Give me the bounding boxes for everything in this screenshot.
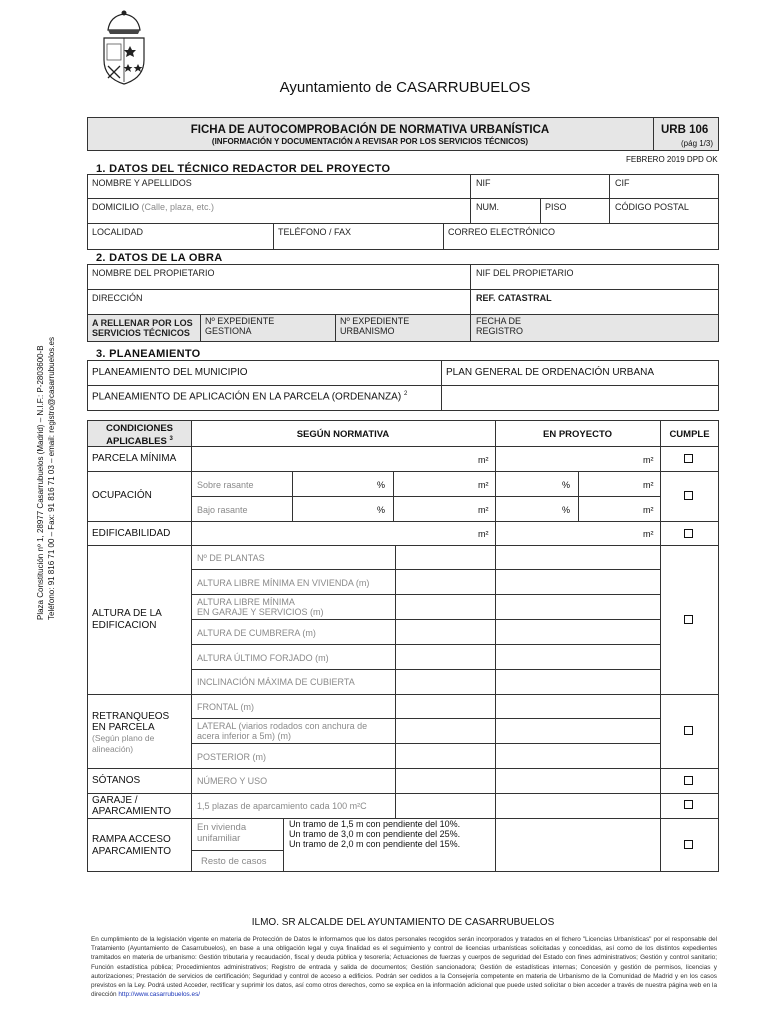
exp-gestiona-line2: GESTIONA xyxy=(205,326,252,336)
th-condiciones-aplicables: APLICABLES xyxy=(106,436,167,448)
checkbox-parcela-minima[interactable] xyxy=(684,454,693,463)
th-condiciones xyxy=(88,423,191,447)
row-parcela-minima: PARCELA MÍNIMA xyxy=(92,453,177,464)
footnote-2: 2 xyxy=(403,391,408,397)
unit-m2: m² xyxy=(643,480,654,490)
field-exp-gestiona[interactable] xyxy=(205,316,274,336)
field-nif-propietario[interactable]: NIF DEL PROPIETARIO xyxy=(476,268,574,278)
row-retranqueos xyxy=(92,711,169,755)
row-altura-line1: ALTURA DE LA xyxy=(92,608,162,619)
field-correo[interactable]: CORREO ELECTRÓNICO xyxy=(448,227,556,237)
field-ref-catastral[interactable]: REF. CATASTRAL xyxy=(476,293,552,303)
ocupacion-sobre-rasante: Sobre rasante xyxy=(197,480,254,490)
services-only-label: A RELLENAR POR LOS SERVICIOS TÉCNICOS xyxy=(92,318,193,338)
row-rampa-line2: APARCAMIENTO xyxy=(92,846,172,857)
altura-forjado: ALTURA ÚLTIMO FORJADO (m) xyxy=(197,653,329,663)
unit-m2: m² xyxy=(643,505,654,515)
unit-percent: % xyxy=(562,505,571,515)
checkbox-garaje[interactable] xyxy=(684,800,693,809)
form-subtitle: (INFORMACIÓN Y DOCUMENTACIÓN A REVISAR POR LOS SERVICIOS TÉCNICOS) xyxy=(211,137,529,146)
field-ordenanza[interactable] xyxy=(443,387,717,409)
form-code: URB 106 xyxy=(661,124,709,136)
checkbox-edificabilidad[interactable] xyxy=(684,529,693,538)
field-domicilio-hint: (Calle, plaza, etc.) xyxy=(141,202,215,212)
fecha-registro-line1: FECHA DE xyxy=(476,316,522,326)
section3-title: 3. PLANEAMIENTO xyxy=(96,348,201,360)
footnote-3: 3 xyxy=(169,436,173,442)
row-edificabilidad: EDIFICABILIDAD xyxy=(92,528,171,539)
inclinacion-cubierta: INCLINACIÓN MÁXIMA DE CUBIERTA xyxy=(197,677,355,687)
row-altura xyxy=(92,608,162,632)
unit-percent: % xyxy=(562,480,571,490)
pgou-label: PLAN GENERAL DE ORDENACIÓN URBANA xyxy=(446,367,655,378)
retranqueo-lateral xyxy=(197,721,367,741)
altura-garaje-line1: ALTURA LIBRE MÍNIMA xyxy=(197,597,295,607)
addressee: ILMO. SR ALCALDE DEL AYUNTAMIENTO DE CASARRUBUELOS xyxy=(251,917,555,928)
retranqueo-posterior: POSTERIOR (m) xyxy=(197,752,266,762)
row-garaje xyxy=(92,795,171,817)
retranqueo-frontal: FRONTAL (m) xyxy=(197,702,254,712)
side-address-line: Plaza Constitución nº 1, 28977 Casarrubuelos (Madrid) – N.I.F.: P-2803600-B xyxy=(36,345,45,620)
row-rampa xyxy=(92,834,171,858)
unit-m2: m² xyxy=(643,455,654,465)
checkbox-ocupacion[interactable] xyxy=(684,491,693,500)
unit-percent: % xyxy=(377,480,386,490)
fecha-registro-line2: REGISTRO xyxy=(476,326,524,336)
form-title: FICHA DE AUTOCOMPROBACIÓN DE NORMATIVA URBANÍSTICA xyxy=(190,124,550,136)
planeamiento-municipio-label: PLANEAMIENTO DEL MUNICIPIO xyxy=(92,367,248,378)
altura-garaje xyxy=(197,597,324,617)
row-rampa-line1: RAMPA ACCESO xyxy=(92,834,171,845)
rampa-en-vivienda-line1: En vivienda xyxy=(197,822,247,833)
legal-notice xyxy=(91,935,717,999)
field-direccion[interactable]: DIRECCIÓN xyxy=(92,293,143,303)
rampa-tramos xyxy=(289,819,460,849)
field-propietario[interactable]: NOMBRE DEL PROPIETARIO xyxy=(92,268,215,278)
th-en-proyecto: EN PROYECTO xyxy=(543,429,612,440)
row-retranqueos-line3: (Según plano de xyxy=(92,733,155,743)
row-ocupacion: OCUPACIÓN xyxy=(92,490,152,501)
altura-plantas: Nº DE PLANTAS xyxy=(197,553,265,563)
row-retranqueos-line2: EN PARCELA xyxy=(92,722,155,733)
rampa-tramo-2: Un tramo de 3,0 m con pendiente del 25%. xyxy=(289,829,461,839)
checkbox-rampa[interactable] xyxy=(684,840,693,849)
ocupacion-bajo-rasante: Bajo rasante xyxy=(197,505,248,515)
retranqueo-lateral-line1: LATERAL (viarios rodados con anchura de xyxy=(197,721,368,731)
side-contact-line: Teléfono: 91 816 71 00 – Fax: 91 816 71 03 – email: registro@casarrubuelos.es xyxy=(47,337,56,620)
unit-m2: m² xyxy=(478,455,489,465)
row-garaje-line2: APARCAMIENTO xyxy=(92,806,172,817)
row-retranqueos-line1: RETRANQUEOS xyxy=(92,711,170,722)
rampa-tramo-1: Un tramo de 1,5 m con pendiente del 10%. xyxy=(289,819,461,829)
th-segun-normativa: SEGÚN NORMATIVA xyxy=(296,429,390,440)
municipality-title: Ayuntamiento de CASARRUBUELOS xyxy=(279,79,531,96)
field-cif[interactable]: CIF xyxy=(615,178,630,188)
form-date-ref: FEBRERO 2019 DPD OK xyxy=(626,155,718,164)
retranqueo-lateral-line2: acera inferior a 5m) (m) xyxy=(197,731,292,741)
row-retranqueos-line4: alineación) xyxy=(92,744,134,754)
field-exp-urbanismo[interactable] xyxy=(340,316,409,336)
conditions-table xyxy=(87,420,719,872)
coat-of-arms-logo xyxy=(94,8,154,88)
form-page: (pág 1/3) xyxy=(681,139,714,148)
unit-m2: m² xyxy=(478,529,489,539)
altura-garaje-line2: EN GARAJE Y SERVICIOS (m) xyxy=(197,607,324,617)
unit-m2: m² xyxy=(478,505,489,515)
unit-percent: % xyxy=(377,505,386,515)
th-cumple: CUMPLE xyxy=(669,429,710,440)
field-localidad[interactable]: LOCALIDAD xyxy=(92,227,144,237)
field-num[interactable]: NUM. xyxy=(476,202,499,212)
planeamiento-aplicacion-label xyxy=(92,391,407,402)
exp-urbanismo-line2: URBANISMO xyxy=(340,326,395,336)
unit-m2: m² xyxy=(478,480,489,490)
row-garaje-line1: GARAJE / xyxy=(92,795,138,806)
field-nombre[interactable]: NOMBRE Y APELLIDOS xyxy=(92,178,192,188)
rampa-tramo-3: Un tramo de 2,0 m con pendiente del 15%. xyxy=(289,839,461,849)
row-altura-line2: EDIFICACION xyxy=(92,620,157,631)
checkbox-sotanos[interactable] xyxy=(684,776,693,785)
checkbox-retranqueos[interactable] xyxy=(684,726,693,735)
rampa-en-vivienda-line2: unifamiliar xyxy=(197,833,241,844)
field-piso[interactable]: PISO xyxy=(545,202,567,212)
garaje-plazas: 1,5 plazas de aparcamiento cada 100 m²C xyxy=(197,801,367,811)
rampa-en-vivienda xyxy=(197,822,246,844)
exp-urbanismo-line1: Nº EXPEDIENTE xyxy=(340,316,410,326)
th-condiciones-line1: CONDICIONES xyxy=(105,423,174,434)
section1-title: 1. DATOS DEL TÉCNICO REDACTOR DEL PROYECTO xyxy=(96,163,391,175)
altura-vivienda: ALTURA LIBRE MÍNIMA EN VIVIENDA (m) xyxy=(197,578,370,588)
section2-title: 2. DATOS DE LA OBRA xyxy=(96,252,223,264)
field-telefono[interactable]: TELÉFONO / FAX xyxy=(278,227,352,237)
altura-cumbrera: ALTURA DE CUMBRERA (m) xyxy=(197,628,316,638)
field-domicilio[interactable] xyxy=(92,202,214,212)
exp-gestiona-line1: Nº EXPEDIENTE xyxy=(205,316,275,326)
unit-m2: m² xyxy=(643,529,654,539)
sotanos-numero-uso: NÚMERO Y USO xyxy=(197,776,268,786)
th-condiciones-line2 xyxy=(88,434,191,447)
field-domicilio-label: DOMICILIO xyxy=(92,202,140,212)
field-fecha-registro[interactable] xyxy=(476,316,523,336)
field-cp[interactable]: CÓDIGO POSTAL xyxy=(615,202,689,212)
row-sotanos: SÓTANOS xyxy=(92,775,141,786)
website-link[interactable]: http://www.casarrubuelos.es/ xyxy=(118,991,201,999)
checkbox-altura[interactable] xyxy=(684,615,693,624)
legal-text: En cumplimiento de la legislación vigente en materia de Protección de Datos le informamos que los datos personales recogidos serán incorporados y tratados en el fichero "Licencias Urbanísticas" por el responsable del Tratamiento (Ayuntamiento de Casarrubuelos), en base a una obligación legal y cuya finalidad es el seguimiento y control de licencias urbanísticas solicitadas y concedidas, así como de los distintos expedientes tramitados en materia de urbanismo: Gestión tributaria y recaudación, fiscal y deuda pública y tesorería; Actuaciones de fuerzas y cuerpos de seguridad del Estado con fines administrativos; Gestión y control sanitario; Función estadística pública; Procedimientos administrativos; Registro de entrada y salida de documentos; Gestión sancionadora; Gestión de estadísticas internas; Concesión y gestión de permisos, licencias y autorizaciones; Prestación de servicios de certificación; Seguridad y control de acceso a edificios. Podrán ser cedidos a la Consejería competente en materia de Urbanismo de la Comunidad de Madrid y en los casos previstos en la Ley. Podrá usted Acceder, rectificar y suprimir los datos, así como otros derechos, como se explica en la información adicional que puede usted solicitar o bien acceder a través de nuestra página web en la dirección xyxy=(91,936,717,999)
planeamiento-aplicacion-text: PLANEAMIENTO DE APLICACIÓN EN LA PARCELA (ORDENANZA) xyxy=(92,391,402,403)
field-nif[interactable]: NIF xyxy=(476,178,491,188)
rampa-resto-casos: Resto de casos xyxy=(201,856,267,867)
